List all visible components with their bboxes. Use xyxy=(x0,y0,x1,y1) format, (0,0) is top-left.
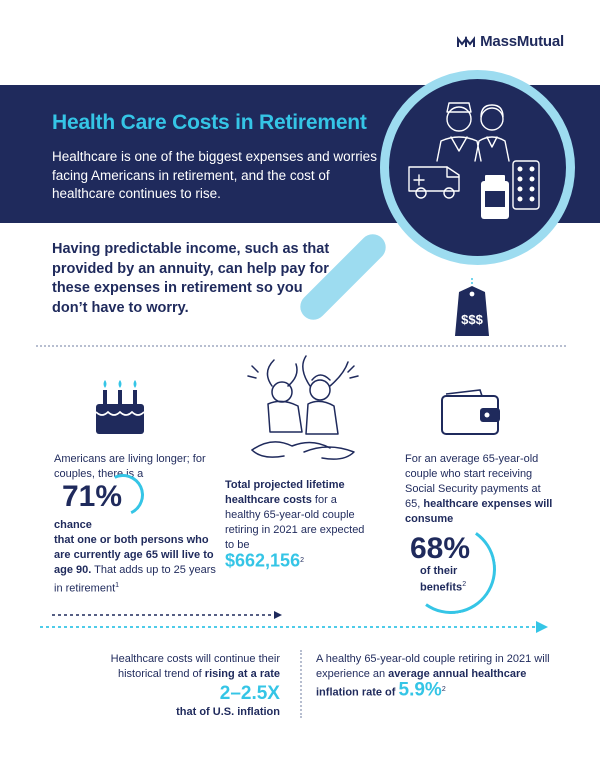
stat-social-security xyxy=(405,452,555,527)
stat1-footnote: 1 xyxy=(115,582,120,589)
bottom1-tail: that of U.S. inflation xyxy=(176,706,280,718)
stat-cost-growth xyxy=(85,652,280,720)
bottom2-footnote: 2 xyxy=(441,686,446,693)
stat1-intro: Americans are living longer; for couples, there is a xyxy=(54,453,206,480)
bottom1-value: 2–2.5X xyxy=(219,683,280,704)
lead-statement: Having predictable income, such as that provided by an annuity, can help pay for these expenses in retirement so you don’t have to worry. xyxy=(52,241,330,316)
stat3-text: For an average 65-year-old couple who start receiving Social Security payments at 65, xyxy=(405,453,541,510)
exercising-couple-icon xyxy=(232,352,372,467)
brand-name: MassMutual xyxy=(480,33,564,50)
price-tag-icon xyxy=(447,278,497,338)
stat3-bold: healthcare expenses will consume xyxy=(405,498,553,525)
bottom2-value: 5.9% xyxy=(398,679,442,701)
stat1-detail-text: That adds up to 25 years in retirement xyxy=(54,564,216,595)
timeline-arrow-short-icon xyxy=(52,610,284,620)
stat-lifetime-costs xyxy=(225,478,375,572)
bottom-divider xyxy=(300,650,302,718)
stat3-sub1: of their xyxy=(420,565,458,577)
stat-inflation-rate xyxy=(316,652,556,701)
stat1-value: 71% xyxy=(62,480,123,513)
bottom1-bold: rising at a rate xyxy=(204,668,280,680)
massmutual-logo-icon xyxy=(457,36,475,48)
stat1-label: chance xyxy=(54,519,92,531)
stat2-bold: Total projected lifetime healthcare costs xyxy=(225,479,345,506)
stat3-figure xyxy=(408,530,508,610)
page-title: Health Care Costs in Retirement xyxy=(52,111,367,134)
brand-logo xyxy=(457,33,564,50)
stat1-figure xyxy=(58,478,128,518)
bottom2-text: A healthy 65-year-old couple retiring in 2021 will experience an xyxy=(316,653,550,680)
stat1-detail-bold: that one or both persons who are currently age 65 will live to age 90. xyxy=(54,534,214,576)
bottom1-text: Healthcare costs will continue their historical trend of xyxy=(110,653,280,680)
bottom2-bold: average annual healthcare inflation rate of xyxy=(316,668,527,699)
stat3-sub2: benefits xyxy=(420,581,463,594)
wallet-icon xyxy=(440,388,502,436)
stat2-text: for a healthy 65-year-old couple retiring in 2021 are expected to be xyxy=(225,494,365,551)
stat2-value: $662,156 xyxy=(225,550,301,571)
magnifier-lens-icon xyxy=(380,70,575,265)
banner-text: Healthcare is one of the biggest expenses and worries facing Americans in retirement, and the cost of healthcare continues to rise. xyxy=(52,149,377,201)
timeline-arrow-long-icon xyxy=(40,620,550,634)
birthday-cake-icon xyxy=(92,378,148,436)
stat2-footnote: 2 xyxy=(300,557,304,564)
medical-illustration-icon xyxy=(389,79,566,256)
section-divider xyxy=(36,345,566,347)
stat3-value: 68% xyxy=(410,532,471,565)
stat1-detail xyxy=(54,518,219,597)
stat3-sub xyxy=(420,564,466,595)
price-tag-label: $$$ xyxy=(461,312,483,327)
stat3-footnote: 2 xyxy=(462,581,467,588)
